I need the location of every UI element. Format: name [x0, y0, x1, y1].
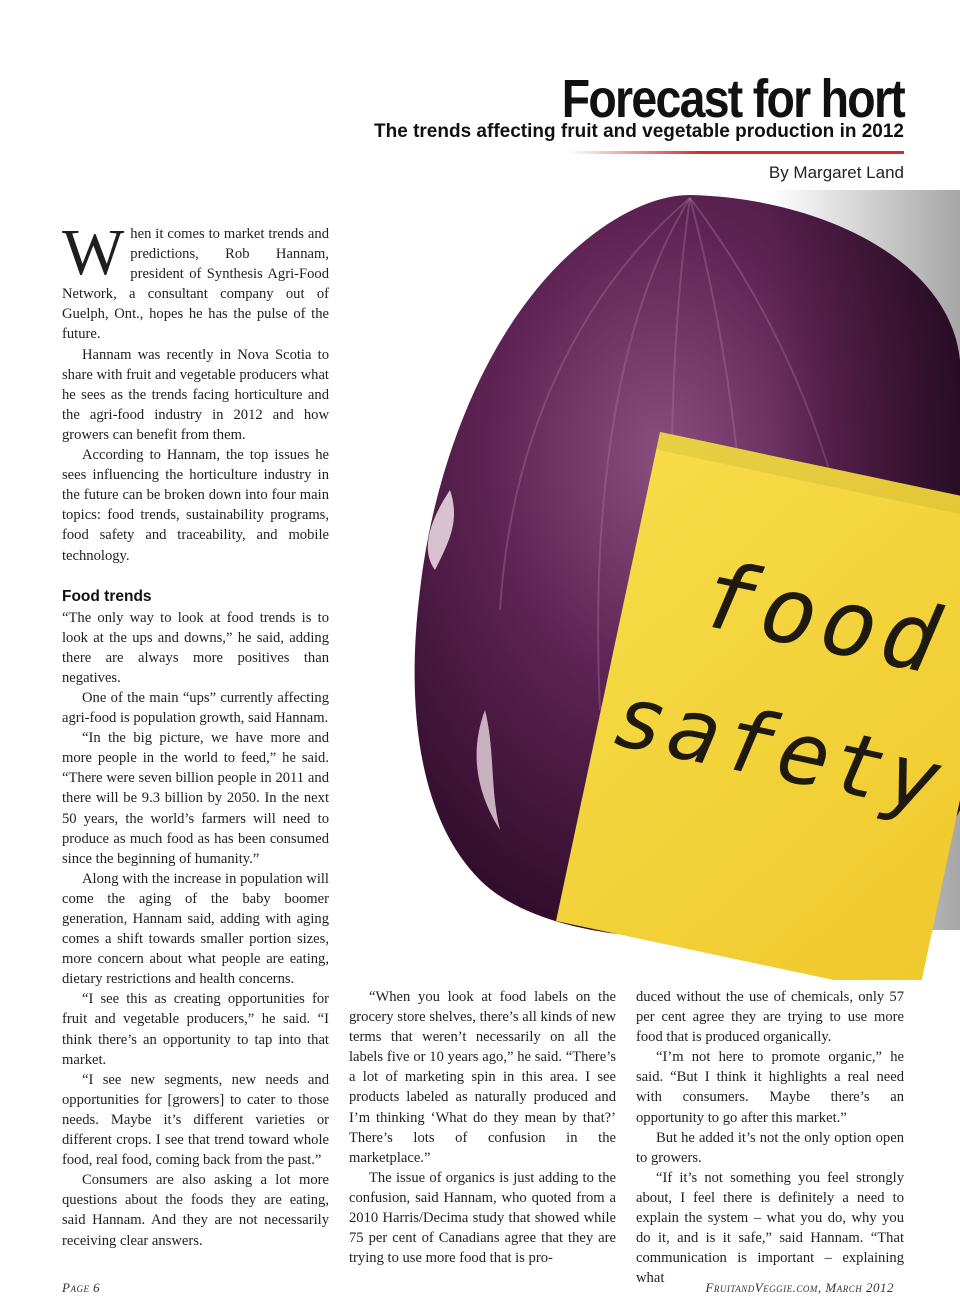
paragraph: “In the big picture, we have more and more people in the world to feed,” he said. “There were seven billion people in 2011 and there will be 9.3 billion by 2050. In the next 50 years, the world’s farmers will need to produce as much food as has been consumed since the beginning of humanity.” [62, 730, 329, 867]
dropcap: W [62, 216, 125, 289]
paragraph-intro: When it comes to market trends and predictions, Rob Hannam, president of Synthesis Agri-Food Network, a consultant company out of Guelph, Ont., hopes he has the pulse of the future. [62, 216, 329, 343]
article-subtitle: The trends affecting fruit and vegetable production in 2012 [374, 121, 904, 142]
paragraph: According to Hannam, the top issues he sees influencing the horticulture industry in the future can be broken down into four main topics: food trends, sustainability programs, food safety and traceability, and mobile technology. [62, 447, 329, 564]
paragraph: But he added it’s not the only option open to growers. [636, 1129, 904, 1166]
paragraph: “The only way to look at food trends is to look at the ups and downs,” he said, adding there are always more positives than negatives. [62, 609, 329, 686]
paragraph: “I see new segments, new needs and opportunities for [growers] to cater to those needs. Maybe it’s different varieties or different crops. I see that trend toward whole food, real food, coming back from the past.” [62, 1071, 329, 1169]
paragraph: “When you look at food labels on the grocery store shelves, there’s all kinds of new terms that weren’t necessarily on all the labels five or 10 years ago,” he said. “There’s a lot of marketing spin in this area. I see products labeled as naturally produced and I’m thinking ‘What do they mean by that?’ There’s lots of confusion in the marketplace.” [349, 989, 616, 1166]
paragraph: “I’m not here to promote organic,” he said. “But I think it highlights a real need with consumers. Maybe there’s an opportunity to go after this market.” [636, 1049, 904, 1126]
paragraph: duced without the use of chemicals, only 57 per cent agree they are trying to use more food that is produced organically. [636, 989, 904, 1046]
byline: By Margaret Land [768, 163, 904, 182]
page-number: Page 6 [62, 1280, 101, 1295]
note-text-food: food [691, 540, 954, 697]
paragraph: The issue of organics is just adding to the confusion, said Hannam, who quoted from a 2010 Harris/Decima study that showed while 75 per cent of Canadians agree that they are trying to use more food that is pro- [349, 1169, 616, 1267]
section-heading: Food trends [62, 587, 152, 605]
article-title: Forecast for hort [561, 69, 904, 129]
note-text-safety: safety [604, 665, 953, 834]
publication-footer: FruitandVeggie.com, March 2012 [705, 1280, 894, 1295]
paragraph: Consumers are also asking a lot more questions about the foods they are eating, said Hannam. And they are not necessarily receiving clear answers. [62, 1172, 329, 1249]
paragraph: Along with the increase in population will come the aging of the baby boomer generation, Hannam said, adding with aging comes a shift towards smaller portion sizes, more concern about what people are eating, dietary restrictions and health concerns. [62, 870, 329, 988]
onion-photo [390, 190, 960, 980]
paragraph: One of the main “ups” currently affecting agri-food is population growth, said Hannam. [62, 689, 329, 727]
article-column-2 [349, 987, 616, 1268]
article-column-3 [636, 987, 904, 1288]
paragraph: “I see this as creating opportunities for fruit and vegetable producers,” he said. “I think there’s an opportunity to tap into that market. [62, 991, 329, 1068]
paragraph: Hannam was recently in Nova Scotia to share with fruit and vegetable producers what he sees as the trends facing horticulture and the agri-food industry in 2012 and how growers can benefit from them. [62, 346, 329, 443]
paragraph: “If it’s not something you feel strongly about, I feel there is definitely a need to explain the system – what you do, why you do it, and is it safe,” said Hannam. “That communication is important – explaining what [636, 1169, 904, 1287]
header-rule [568, 151, 904, 154]
article-column-1 [62, 216, 329, 1251]
